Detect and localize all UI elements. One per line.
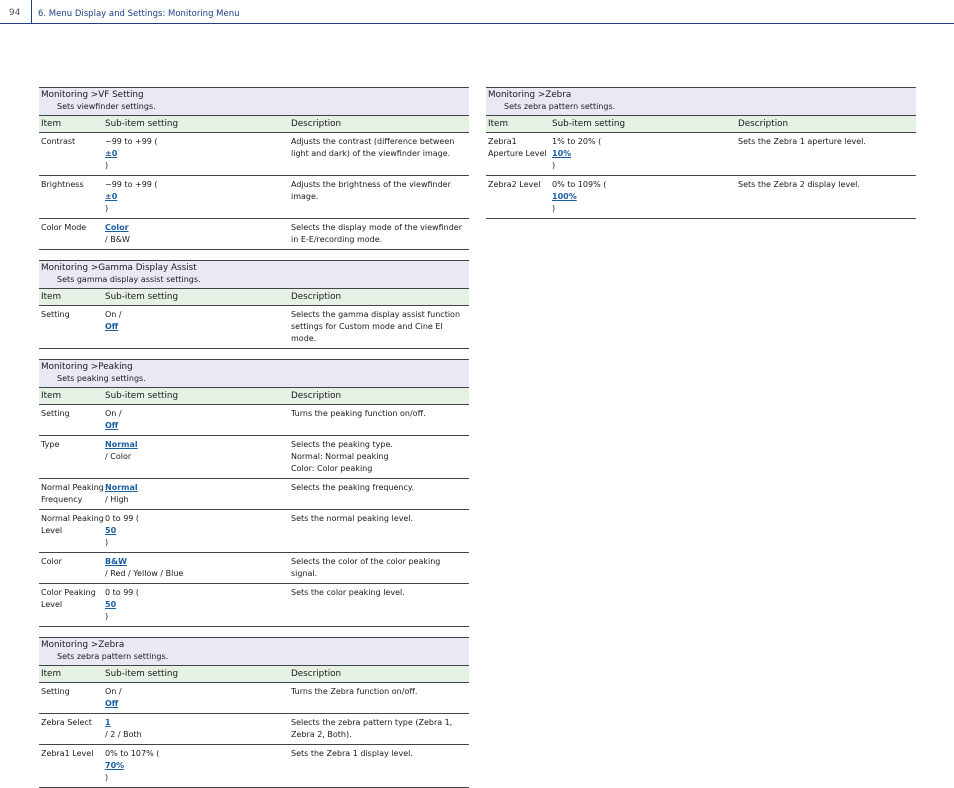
section-header <box>39 638 469 666</box>
table-row <box>39 219 469 250</box>
column-header: Sub-item setting <box>105 292 179 302</box>
item-name: Setting <box>41 687 70 696</box>
section-gap <box>39 250 469 260</box>
setting-suffix: ) <box>105 612 109 621</box>
section-title: Monitoring >Gamma Display Assist <box>41 263 197 273</box>
column-header: Item <box>41 292 62 302</box>
item-cell <box>39 222 104 246</box>
item-description: Selects the peaking frequency. <box>291 483 415 492</box>
settings-table <box>39 260 469 349</box>
column-header: Sub-item setting <box>105 669 179 679</box>
table-row <box>39 553 469 584</box>
item-description: Adjusts the contrast (difference between light and dark) of the viewfinder image. <box>291 137 455 158</box>
table-row <box>486 133 916 176</box>
setting-prefix: 0 to 99 ( <box>105 514 140 523</box>
default-value: Off <box>105 699 119 708</box>
table-row <box>39 306 469 349</box>
item-cell <box>486 179 551 215</box>
item-name: Zebra Select <box>41 718 92 727</box>
sub-item-setting <box>105 556 290 580</box>
table-row <box>39 745 469 788</box>
sub-item-cell <box>104 222 290 246</box>
section-header <box>486 88 916 116</box>
setting-prefix: 0% to 107% ( <box>105 749 160 758</box>
sub-item-cell <box>104 686 290 710</box>
left-column <box>39 87 469 788</box>
setting-suffix: ) <box>105 773 109 782</box>
setting-prefix: 0% to 109% ( <box>552 180 607 189</box>
column-header-row <box>39 666 469 683</box>
setting-suffix: ) <box>552 161 556 170</box>
sub-item-setting <box>105 513 290 549</box>
table-row <box>39 714 469 745</box>
table-row <box>39 133 469 176</box>
default-value: Color <box>105 223 129 232</box>
column-header: Description <box>291 292 342 302</box>
description-cell <box>290 179 469 215</box>
item-description: Selects the color of the color peaking signal. <box>291 557 441 578</box>
table-row <box>39 436 469 479</box>
setting-suffix: / Red / Yellow / Blue <box>105 569 184 578</box>
setting-suffix: / 2 / Both <box>105 730 142 739</box>
default-value: Off <box>105 322 119 331</box>
setting-suffix: ) <box>105 204 109 213</box>
section-description: Sets zebra pattern settings. <box>57 652 169 661</box>
sub-item-setting <box>552 179 737 215</box>
item-name: Contrast <box>41 137 76 146</box>
description-cell <box>290 748 469 784</box>
column-header: Item <box>41 119 62 129</box>
item-description: Sets the Zebra 1 display level. <box>291 749 413 758</box>
sub-item-cell <box>104 408 290 432</box>
item-name: Zebra1 Aperture Level <box>488 137 547 158</box>
default-value: Normal <box>105 483 138 492</box>
description-cell <box>290 408 469 432</box>
sub-item-cell <box>104 439 290 475</box>
item-description: Adjusts the brightness of the viewfinder image. <box>291 180 451 201</box>
description-cell <box>290 439 469 475</box>
item-description: Selects the zebra pattern type (Zebra 1, Zebra 2, Both). <box>291 718 453 739</box>
column-header: Item <box>488 119 509 129</box>
setting-suffix: / Color <box>105 452 132 461</box>
chapter-title: 6. Menu Display and Settings: Monitoring Menu <box>38 9 240 19</box>
settings-table <box>486 87 916 219</box>
item-name: Color <box>41 557 62 566</box>
sub-item-setting <box>105 179 290 215</box>
table-row <box>39 405 469 436</box>
item-name: Color Peaking Level <box>41 588 96 609</box>
description-cell <box>290 513 469 549</box>
item-cell <box>39 748 104 784</box>
sub-item-setting <box>105 482 290 506</box>
default-value: ±0 <box>105 192 118 201</box>
sub-item-cell <box>104 179 290 215</box>
table-row <box>486 176 916 219</box>
item-description: Sets the color peaking level. <box>291 588 405 597</box>
sub-item-setting <box>552 136 737 172</box>
setting-prefix: On / <box>105 687 122 696</box>
description-cell <box>290 222 469 246</box>
table-row <box>39 479 469 510</box>
sub-item-setting <box>105 309 290 333</box>
setting-prefix: −99 to +99 ( <box>105 137 158 146</box>
item-name: Setting <box>41 310 70 319</box>
section-title: Monitoring >Peaking <box>41 362 133 372</box>
sub-item-cell <box>551 136 737 172</box>
column-header-row <box>39 116 469 133</box>
right-column <box>486 87 916 219</box>
item-description: Sets the Zebra 1 aperture level. <box>738 137 866 146</box>
setting-suffix: ) <box>105 161 109 170</box>
column-header-row <box>39 388 469 405</box>
setting-prefix: On / <box>105 310 122 319</box>
default-value: 1 <box>105 718 111 727</box>
page-header <box>0 0 954 24</box>
table-row <box>39 510 469 553</box>
header-separator <box>31 0 32 24</box>
sub-item-cell <box>104 556 290 580</box>
item-name: Color Mode <box>41 223 87 232</box>
sub-item-cell <box>104 717 290 741</box>
item-cell <box>39 136 104 172</box>
item-cell <box>486 136 551 172</box>
column-header: Item <box>41 391 62 401</box>
sub-item-cell <box>551 179 737 215</box>
item-cell <box>39 408 104 432</box>
column-header: Sub-item setting <box>552 119 626 129</box>
item-name: Brightness <box>41 180 84 189</box>
column-header: Description <box>291 391 342 401</box>
section-header <box>39 261 469 289</box>
sub-item-setting <box>105 222 290 246</box>
description-cell <box>290 309 469 345</box>
sub-item-setting <box>105 748 290 784</box>
item-cell <box>39 309 104 345</box>
column-header-row <box>486 116 916 133</box>
default-value: Normal <box>105 440 138 449</box>
item-cell <box>39 556 104 580</box>
section-description: Sets zebra pattern settings. <box>504 102 616 111</box>
column-header: Description <box>291 119 342 129</box>
description-cell <box>290 587 469 623</box>
section-description: Sets gamma display assist settings. <box>57 275 201 284</box>
sub-item-setting <box>105 136 290 172</box>
sub-item-setting <box>105 408 290 432</box>
default-value: B&W <box>105 557 127 566</box>
table-row <box>39 584 469 627</box>
item-name: Zebra1 Level <box>41 749 94 758</box>
setting-prefix: −99 to +99 ( <box>105 180 158 189</box>
table-row <box>39 683 469 714</box>
sub-item-setting <box>105 686 290 710</box>
item-name: Normal Peaking Level <box>41 514 104 535</box>
item-cell <box>39 717 104 741</box>
item-description: Selects the gamma display assist function settings for Custom mode and Cine EI mode. <box>291 310 461 343</box>
description-cell <box>290 717 469 741</box>
item-cell <box>39 482 104 506</box>
column-header: Sub-item setting <box>105 119 179 129</box>
description-cell <box>290 556 469 580</box>
setting-suffix: ) <box>105 538 109 547</box>
default-value: 70% <box>105 761 125 770</box>
setting-prefix: 0 to 99 ( <box>105 588 140 597</box>
section-description: Sets viewfinder settings. <box>57 102 156 111</box>
section-gap <box>39 349 469 359</box>
default-value: Off <box>105 421 119 430</box>
description-cell <box>737 179 916 215</box>
section-title: Monitoring >VF Setting <box>41 90 144 100</box>
sub-item-cell <box>104 482 290 506</box>
item-cell <box>39 587 104 623</box>
column-header: Description <box>291 669 342 679</box>
item-description: Turns the peaking function on/off. <box>291 409 426 418</box>
description-cell <box>290 482 469 506</box>
item-description: Sets the normal peaking level. <box>291 514 414 523</box>
default-value: 50 <box>105 600 117 609</box>
item-name: Normal Peaking Frequency <box>41 483 104 504</box>
settings-table <box>39 87 469 250</box>
section-description: Sets peaking settings. <box>57 374 146 383</box>
item-cell <box>39 513 104 549</box>
item-description: Turns the Zebra function on/off. <box>291 687 418 696</box>
item-description: Selects the peaking type. Normal: Normal peaking Color: Color peaking <box>291 440 393 473</box>
item-description: Sets the Zebra 2 display level. <box>738 180 860 189</box>
setting-prefix: 1% to 20% ( <box>552 137 602 146</box>
description-cell <box>290 686 469 710</box>
item-cell <box>39 686 104 710</box>
section-title: Monitoring >Zebra <box>41 640 125 650</box>
item-cell <box>39 179 104 215</box>
default-value: ±0 <box>105 149 118 158</box>
description-cell <box>290 136 469 172</box>
sub-item-setting <box>105 439 290 463</box>
setting-suffix: / High <box>105 495 129 504</box>
default-value: 50 <box>105 526 117 535</box>
setting-suffix: / B&W <box>105 235 130 244</box>
column-header: Sub-item setting <box>105 391 179 401</box>
sub-item-cell <box>104 587 290 623</box>
default-value: 100% <box>552 192 577 201</box>
settings-table <box>39 359 469 627</box>
column-header: Description <box>738 119 789 129</box>
sub-item-cell <box>104 513 290 549</box>
setting-prefix: On / <box>105 409 122 418</box>
settings-table <box>39 637 469 788</box>
default-value: 10% <box>552 149 572 158</box>
sub-item-cell <box>104 309 290 345</box>
column-header: Item <box>41 669 62 679</box>
sub-item-setting <box>105 587 290 623</box>
section-header <box>39 360 469 388</box>
column-header-row <box>39 289 469 306</box>
table-row <box>39 176 469 219</box>
setting-suffix: ) <box>552 204 556 213</box>
item-cell <box>39 439 104 475</box>
item-description: Selects the display mode of the viewfinder in E-E/recording mode. <box>291 223 462 244</box>
description-cell <box>737 136 916 172</box>
item-name: Setting <box>41 409 70 418</box>
sub-item-setting <box>105 717 290 741</box>
section-header <box>39 88 469 116</box>
sub-item-cell <box>104 136 290 172</box>
item-name: Type <box>41 440 60 449</box>
sub-item-cell <box>104 748 290 784</box>
page-number: 94 <box>9 8 21 18</box>
section-title: Monitoring >Zebra <box>488 90 572 100</box>
item-name: Zebra2 Level <box>488 180 541 189</box>
section-gap <box>39 627 469 637</box>
